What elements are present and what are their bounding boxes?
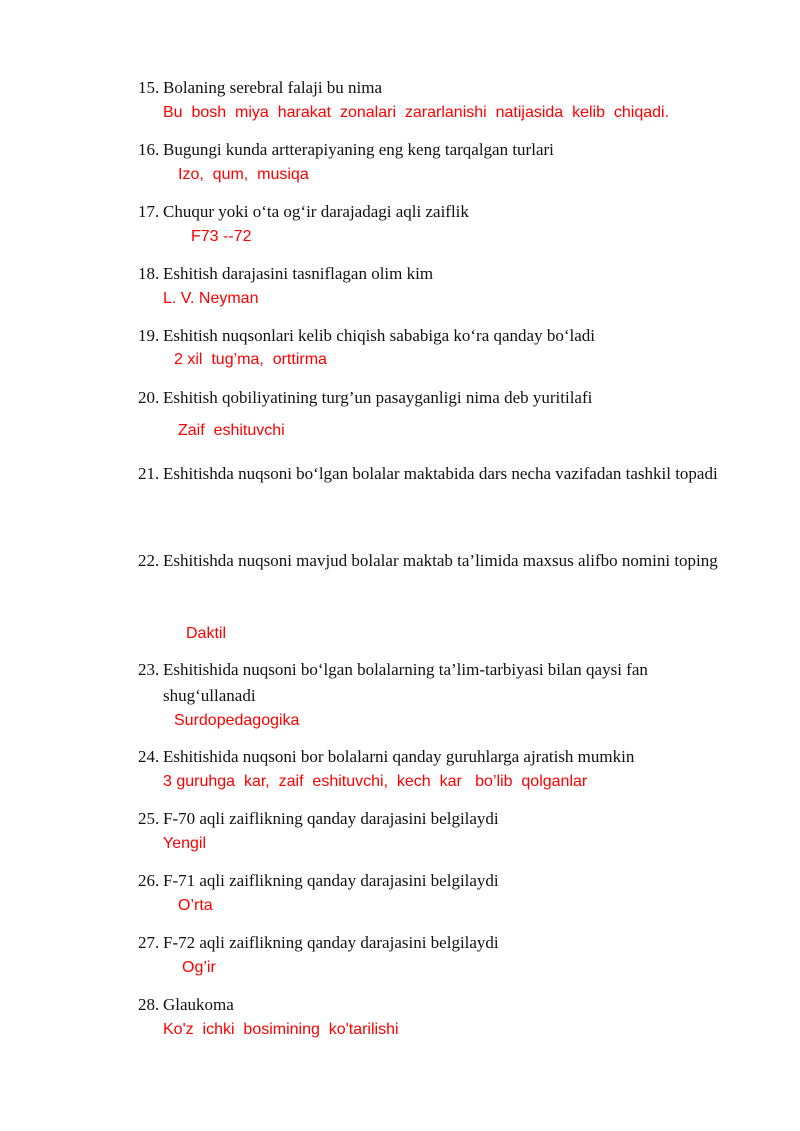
question-22 [138,548,738,574]
answer-23: Surdopedagogika [174,712,300,729]
question-text: Eshitish nuqsonlari kelib chiqish sababiga ko‘ra qanday bo‘ladi [163,326,595,345]
question-number: 24. [138,747,160,766]
question-21 [138,461,738,487]
question-text: Eshitish darajasini tasniflagan olim kim [163,264,434,283]
question-15 [138,75,738,101]
question-text: Eshitishda nuqsoni mavjud bolalar maktab ta’limida maxsus alifbo nomini toping [163,551,718,570]
question-number: 22. [138,551,160,570]
question-number: 28. [138,995,160,1014]
question-text: Chuqur yoki o‘ta og‘ir darajadagi aqli zaiflik [163,202,469,221]
question-text: F-72 aqli zaiflikning qanday darajasini belgilaydi [163,933,499,952]
question-text: F-71 aqli zaiflikning qanday darajasini belgilaydi [163,871,499,890]
question-27 [138,930,738,956]
answer-19: 2 xil tug’ma, orttirma [174,351,327,368]
question-24 [138,744,738,770]
question-text: Eshitishda nuqsoni bo‘lgan bolalar maktabida dars necha vazifadan tashkil topadi [163,464,718,483]
question-number: 19. [138,326,160,345]
question-number: 20. [138,388,160,407]
answer-25: Yengil [163,835,207,852]
question-number: 18. [138,264,160,283]
answer-15: Bu bosh miya harakat zonalari zararlanishi natijasida kelib chiqadi. [163,104,670,121]
question-text: Eshitish qobiliyatining turg’un pasayganligi nima deb yuritilafi [163,388,593,407]
question-text: Bugungi kunda artterapiyaning eng keng tarqalgan turlari [163,140,554,159]
question-number: 25. [138,809,160,828]
question-text: Glaukoma [163,995,234,1014]
answer-16: Izo, qum, musiqa [178,166,309,183]
question-text: Eshitishida nuqsoni bo‘lgan bolalarning ta’lim-tarbiyasi bilan qaysi fan shug‘ullanadi [163,660,648,705]
answer-17: F73 --72 [191,228,252,245]
question-text: F-70 aqli zaiflikning qanday darajasini belgilaydi [163,809,499,828]
question-28 [138,992,738,1018]
answer-22: Daktil [186,625,227,642]
question-18 [138,261,738,287]
question-16 [138,137,738,163]
question-number: 17. [138,202,160,221]
answer-28: Ko'z ichki bosimining ko'tarilishi [163,1021,399,1038]
question-23 [138,657,738,709]
question-number: 23. [138,660,160,679]
answer-18: L. V. Neyman [163,290,259,307]
question-number: 16. [138,140,160,159]
answer-20: Zaif eshituvchi [178,422,285,439]
question-19 [138,323,738,349]
question-20 [138,385,738,411]
question-number: 21. [138,464,160,483]
question-text: Bolaning serebral falaji bu nima [163,78,383,97]
question-number: 15. [138,78,160,97]
answer-24: 3 guruhga kar, zaif eshituvchi, kech kar bo’lib qolganlar [163,773,588,790]
question-text: Eshitishida nuqsoni bor bolalarni qanday guruhlarga ajratish mumkin [163,747,635,766]
answer-27: Og’ir [182,959,216,976]
question-17 [138,199,738,225]
answer-26: O’rta [178,897,213,914]
question-26 [138,868,738,894]
question-number: 27. [138,933,160,952]
question-number: 26. [138,871,160,890]
question-25 [138,806,738,832]
